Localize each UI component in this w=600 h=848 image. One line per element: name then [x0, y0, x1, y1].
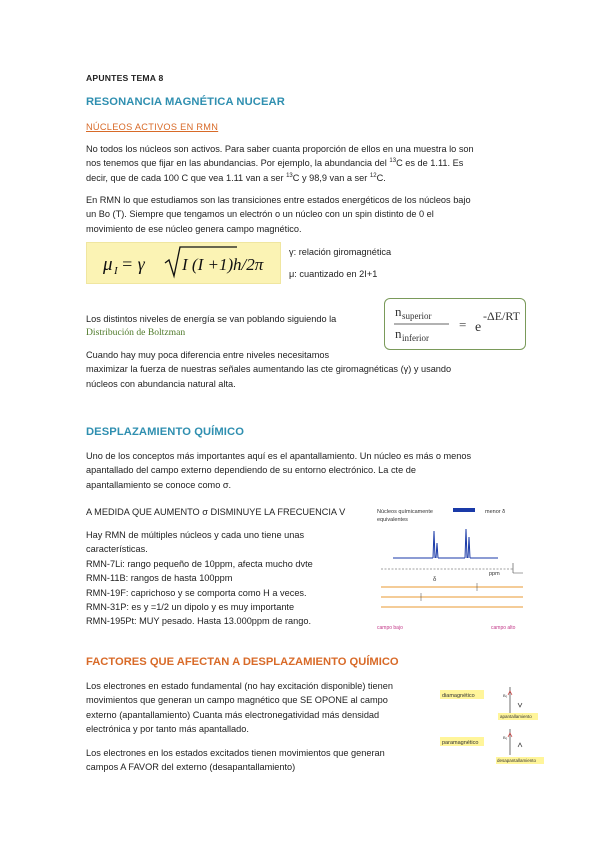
- paragraph-line: apantallado del campo externo dependiendo de su entorno electrónico. La cte de: [86, 465, 416, 476]
- paragraph-line: campos A FAVOR del externo (desapantallamiento): [86, 762, 296, 773]
- paragraph-apantallamiento: [86, 449, 536, 492]
- note-gamma: γ: relación giromagnética: [289, 247, 392, 257]
- caption-frecuencia: A MEDIDA QUE AUMENTO σ DISMINUYE LA FRECUENCIA V: [86, 507, 346, 517]
- boltz-den-sub: inferior: [402, 333, 429, 343]
- text-fragment: decir, que de cada 100 C que vea 1.11 van a ser: [86, 172, 287, 183]
- paragraph-line: [86, 171, 526, 185]
- boltz-num-sub: superior: [402, 311, 432, 321]
- dia-para-figure: [440, 685, 550, 770]
- figure-label-2: equivalentes: [377, 517, 408, 523]
- magnetic-moment-formula: [86, 242, 281, 284]
- nuclei-list: [86, 528, 376, 629]
- arrow-up-icon: [518, 743, 522, 747]
- paragraph-line: Uno de los conceptos más importantes aquí es el apantallamiento. Un núcleo es más o menos: [86, 451, 472, 461]
- formula-mu: μ: [103, 254, 113, 275]
- formula-eq: = γ: [121, 254, 145, 274]
- delta-label: δ: [433, 577, 437, 583]
- subtitle-nucleos-activos: NÚCLEOS ACTIVOS EN RMN: [86, 122, 219, 132]
- text-fragment: C es de 1.11. Es: [396, 158, 464, 169]
- paragraph-line: [86, 156, 526, 170]
- b0-label-1: B₀: [503, 693, 508, 698]
- paragraph-niveles: Los distintos niveles de energía se van poblando siguiendo la: [86, 314, 337, 324]
- paragraph-fundamental: [86, 679, 436, 737]
- paragraph-transiciones: [86, 193, 526, 236]
- boltz-e: e: [475, 320, 482, 335]
- formula-radicand: I (I +1): [182, 255, 234, 274]
- boltzmann-formula: [384, 298, 526, 350]
- superscript: 13: [389, 158, 397, 165]
- paragraph-line: Los electrones en estado fundamental (no hay excitación disponible) tienen: [86, 681, 393, 691]
- paragraph-abundancias: [86, 142, 526, 185]
- dia-para-svg: [440, 685, 550, 770]
- superscript: 13: [286, 172, 293, 179]
- axis-label-ppm: ppm: [489, 571, 500, 577]
- superscript: 12: [369, 172, 377, 179]
- paragraph-line: apantallamiento se conoce como σ.: [86, 479, 232, 490]
- boltz-exp: -ΔE/RT: [483, 309, 520, 323]
- list-item: RMN-195Pt: MUY pesado. Hasta 13.000ppm de rango.: [86, 616, 312, 627]
- list-item: RMN-7Li: rango pequeño de 10ppm, afecta mucho dvte: [86, 558, 313, 569]
- section-title-factores: FACTORES QUE AFECTAN A DESPLAZAMIENTO QUÍMICO: [86, 656, 399, 668]
- section-title-rmn: RESONANCIA MAGNÉTICA NUCEAR: [86, 96, 285, 108]
- list-intro-line: características.: [86, 544, 148, 555]
- boltz-num: n: [395, 304, 402, 319]
- section-title-desplazamiento: DESPLAZAMIENTO QUÍMICO: [86, 426, 244, 438]
- paragraph-line: un Bo (T). Siempre que tengamos un electrón o un núcleo con un spin distinto de 0 el: [86, 209, 434, 220]
- page-header: APUNTES TEMA 8: [86, 73, 164, 83]
- paragraph-maximizar: [86, 348, 546, 391]
- boltz-eq: =: [459, 317, 467, 332]
- list-item: RMN-31P: es y =1/2 un dipolo y es muy importante: [86, 602, 295, 613]
- list-item: RMN-11B: rangos de hasta 100ppm: [86, 573, 233, 584]
- formula-svg: [87, 243, 280, 283]
- paragraph-line: Cuando hay muy poca diferencia entre niveles necesitamos: [86, 350, 330, 360]
- text-fragment: C y 98,9 van a ser: [292, 172, 370, 183]
- label-apantallamiento: apantallamiento: [500, 714, 532, 719]
- b0-label-2: B₀: [503, 735, 508, 740]
- note-mu: μ: cuantizado en 2I+1: [289, 269, 378, 279]
- label-desapantallamiento: desapantallamiento: [497, 758, 537, 763]
- label-campo-alto: campo alto: [491, 625, 516, 631]
- paragraph-line: No todos los núcleos son activos. Para saber cuanta proporción de ellos en una muestra lo son: [86, 144, 474, 154]
- boltzmann-svg: [385, 299, 525, 349]
- list-intro-line: Hay RMN de múltiples núcleos y cada uno tiene unas: [86, 530, 305, 540]
- formula-tail: h/2π: [233, 255, 264, 274]
- formula-mu-sub: I: [114, 265, 118, 277]
- boltz-den: n: [395, 326, 402, 341]
- text-fragment: C.: [376, 172, 386, 183]
- label-paramagnetico: paramagnético: [442, 740, 479, 746]
- paragraph-excitados: [86, 746, 436, 775]
- paragraph-line: movimientos que generan un campo magnético que SE OPONE al campo: [86, 695, 388, 706]
- label-diamagnetico: diamagnético: [442, 693, 475, 699]
- paragraph-line: En RMN lo que estudiamos son las transiciones entre estados energéticos de los núcleos bajo: [86, 195, 471, 205]
- paragraph-line: Los electrones en los estados excitados tienen movimientos que generan: [86, 748, 385, 758]
- spectrum-svg: [373, 503, 528, 633]
- label-campo-bajo: campo bajo: [377, 625, 403, 631]
- figure-legend: menor δ: [485, 509, 506, 515]
- arrow-down-icon: [518, 703, 522, 707]
- paragraph-line: maximizar la fuerza de nuestras señales aumentando las cte giromagnéticas (γ) y usando: [86, 364, 452, 375]
- paragraph-line: electrónica y por tanto más apantallado.: [86, 724, 249, 735]
- text-fragment: nos tenemos que fijar en las abundancias. Por ejemplo, la abundancia del: [86, 158, 390, 169]
- list-item: RMN-19F: caprichoso y se comporta como H a veces.: [86, 587, 307, 598]
- paragraph-line: núcleos con abundancia natural alta.: [86, 378, 236, 389]
- chemical-shift-figure: [373, 503, 528, 633]
- paragraph-line: movimiento de ese núcleo genera campo magnético.: [86, 223, 302, 234]
- paragraph-line: externo (apantallamiento) Cuanta más electronegatividad más densidad: [86, 709, 380, 720]
- legend-bar: [453, 508, 475, 512]
- boltzmann-link[interactable]: Distribución de Boltzman: [86, 327, 186, 338]
- figure-label-1: Núcleos químicamente: [377, 509, 433, 515]
